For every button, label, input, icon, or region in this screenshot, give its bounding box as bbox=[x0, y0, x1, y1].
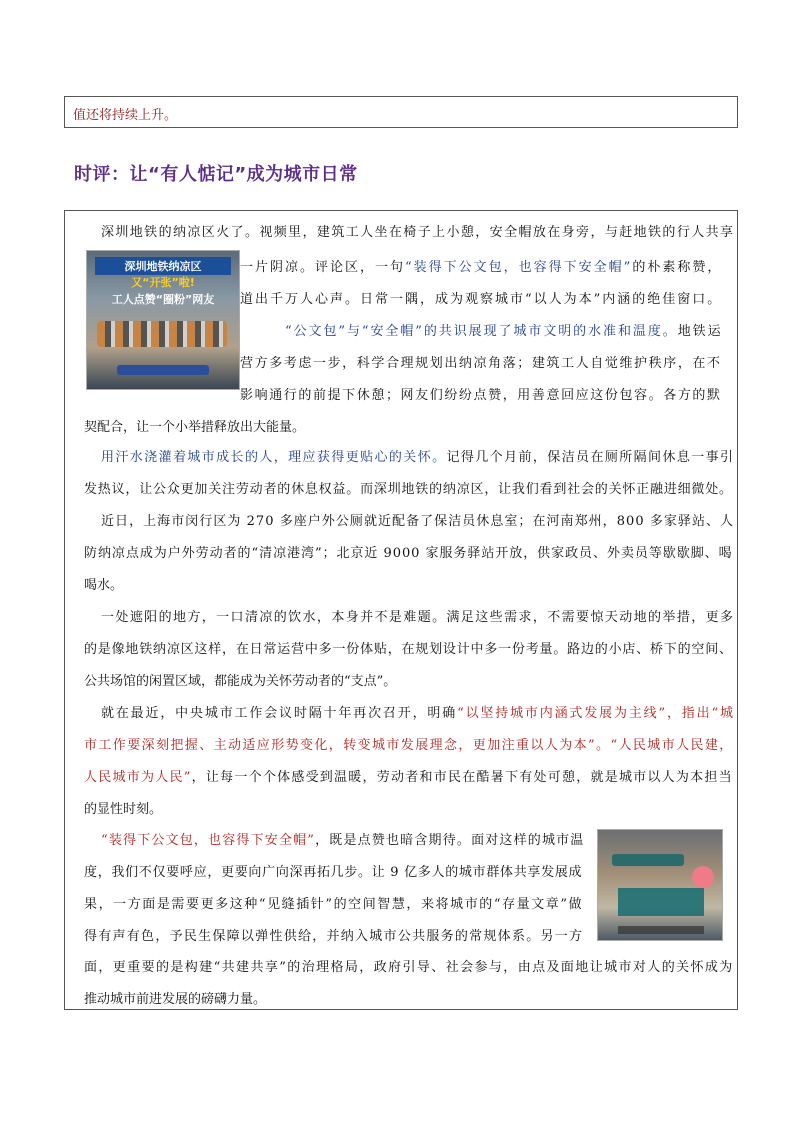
thumbnail-title-graphic bbox=[612, 854, 684, 866]
body-text: 一处遮阳的地方，一口清凉的饮水，本身并不是难题。满足这些需求，不需要惊天动地的举措，更多 bbox=[101, 610, 735, 625]
body-text: 近日，上海市闵行区为 270 多座户外公厕就近配备了保洁员休息室；在河南郑州，800 多家驿站、人 bbox=[101, 514, 735, 529]
highlighted-text: 市工作要深刻把握、主动适应形势变化，转变城市发展理念，更加注重以人为本”。“人民城市人民建， bbox=[84, 738, 734, 753]
article-line bbox=[84, 482, 733, 498]
highlighted-text: “装得下公文包，也容得下安全帽” bbox=[405, 260, 633, 275]
resting-workers-graphic bbox=[97, 321, 227, 347]
highlighted-text: 用汗水浇灌着城市成长的人，理应获得更贴心的关怀。 bbox=[101, 450, 447, 465]
body-text: 果，一方面是需要更多这种“见缝插针”的空间智慧，来将城市的“存量文章”做 bbox=[84, 897, 584, 912]
highlighted-text: “以坚持城市内涵式发展为主线”，指出“城 bbox=[457, 706, 735, 721]
body-text: 得有声有色，予民生保障以弹性供给，并纳入城市公共服务的常规体系。另一方 bbox=[84, 929, 584, 944]
article-line bbox=[84, 738, 734, 754]
article-line bbox=[285, 324, 723, 340]
article-line bbox=[84, 960, 734, 976]
previous-paragraph-box bbox=[64, 96, 738, 128]
video-banner-graphic bbox=[117, 365, 209, 375]
article-line bbox=[101, 833, 584, 849]
article-line bbox=[84, 992, 266, 1008]
body-text: 记得几个月前，保洁员在厕所隔间休息一事引 bbox=[446, 450, 735, 465]
body-text: 深圳地铁的纳凉区火了。视频里，建筑工人坐在椅子上小憩，安全帽放在身旁，与赶地铁的行人共享 bbox=[101, 225, 735, 240]
body-text: ，让每一个个体感受到温暖，劳动者和市民在酷暑下有处可憩，就是城市以人为本担当 bbox=[191, 770, 733, 785]
photo-caption-line-3: 工人点赞“圈粉”网友 bbox=[111, 293, 215, 306]
body-text: 的朴素称赞， bbox=[632, 260, 723, 275]
section-title: 时评：让“有人惦记”成为城市日常 bbox=[74, 164, 358, 185]
body-text: 度，我们不仅要呼应，更要向广向深再拓几步。让 9 亿多人的城市群体共享发展成 bbox=[84, 865, 583, 880]
previous-paragraph-text: 值还将持续上升。 bbox=[73, 108, 178, 123]
body-text: 影响通行的前提下休憩；网友们纷纷点赞，用善意回应这份包容。各方的默 bbox=[240, 388, 722, 403]
body-text: 的显性时刻。 bbox=[84, 802, 163, 817]
subway-video-thumbnail bbox=[597, 829, 723, 941]
body-text: 公共场馆的闲置区域，都能成为关怀劳动者的“支点”。 bbox=[84, 674, 397, 689]
thumbnail-footer-graphic bbox=[618, 926, 704, 934]
body-text: 喝水。 bbox=[84, 578, 124, 593]
highlighted-text: 人民城市为人民” bbox=[84, 770, 192, 785]
heart-sticker-icon bbox=[692, 866, 714, 888]
subway-cooling-area-photo bbox=[86, 250, 240, 390]
article-line bbox=[84, 929, 583, 945]
body-text: 一片阴凉。评论区，一句 bbox=[240, 260, 406, 275]
body-text: 道出千万人心声。日常一隅，成为观察城市“以人为本”内涵的绝佳窗口。 bbox=[240, 292, 723, 307]
article-line bbox=[84, 897, 583, 913]
body-text: 防纳凉点成为户外劳动者的“清凉港湾”；北京近 9000 家服务驿站开放，供家政员、外卖员等歇歇脚、喝 bbox=[84, 546, 733, 561]
article-line bbox=[240, 388, 722, 404]
photo-caption-line-1: 深圳地铁纳凉区 bbox=[95, 257, 231, 275]
article-line bbox=[84, 642, 733, 658]
highlighted-text: “公文包”与“安全帽”的共识展现了城市文明的水准和温度。 bbox=[285, 324, 678, 339]
article-line bbox=[101, 514, 734, 530]
article-line bbox=[84, 802, 162, 818]
body-text: 的是像地铁纳凉区这样，在日常运营中多一份体贴，在规划设计中多一份考量。路边的小店、桥下的空间、 bbox=[84, 642, 733, 657]
body-text: 面，更重要的是构建“共建共享”的治理格局，政府引导、社会参与，由点及面地让城市对人的关怀成为 bbox=[84, 960, 734, 975]
highlighted-text: “装得下公文包，也容得下安全帽” bbox=[101, 833, 316, 848]
body-text: 营方多考虑一步，科学合理规划出纳凉角落；建筑工人自觉维护秩序，在不 bbox=[240, 356, 722, 371]
article-line bbox=[101, 225, 734, 241]
article-line bbox=[84, 770, 733, 786]
body-text: 推动城市前进发展的磅礴力量。 bbox=[84, 992, 267, 1007]
body-text: 就在最近，中央城市工作会议时隔十年再次召开，明确 bbox=[101, 706, 458, 721]
article-line bbox=[84, 578, 123, 594]
article-line bbox=[84, 546, 733, 562]
photo-caption-line-2: 又“开张”啦! bbox=[131, 276, 195, 289]
thumbnail-caption-graphic bbox=[618, 888, 704, 916]
body-text: ，既是点赞也暗含期待。面对这样的城市温 bbox=[315, 833, 585, 848]
article-line bbox=[101, 706, 735, 722]
article-line bbox=[101, 610, 734, 626]
article-line bbox=[84, 674, 396, 690]
article-line bbox=[240, 356, 722, 372]
article-line bbox=[240, 292, 722, 308]
article-line bbox=[240, 260, 722, 276]
body-text: 发热议，让公众更加关注劳动者的休息权益。而深圳地铁的纳凉区，让我们看到社会的关怀正融进细微处。 bbox=[84, 482, 733, 497]
article-line bbox=[101, 450, 734, 466]
body-text: 契配合，让一个小举措释放出大能量。 bbox=[84, 420, 306, 435]
article-line bbox=[84, 865, 582, 881]
article-line bbox=[84, 420, 305, 436]
body-text: 地铁运 bbox=[677, 324, 723, 339]
